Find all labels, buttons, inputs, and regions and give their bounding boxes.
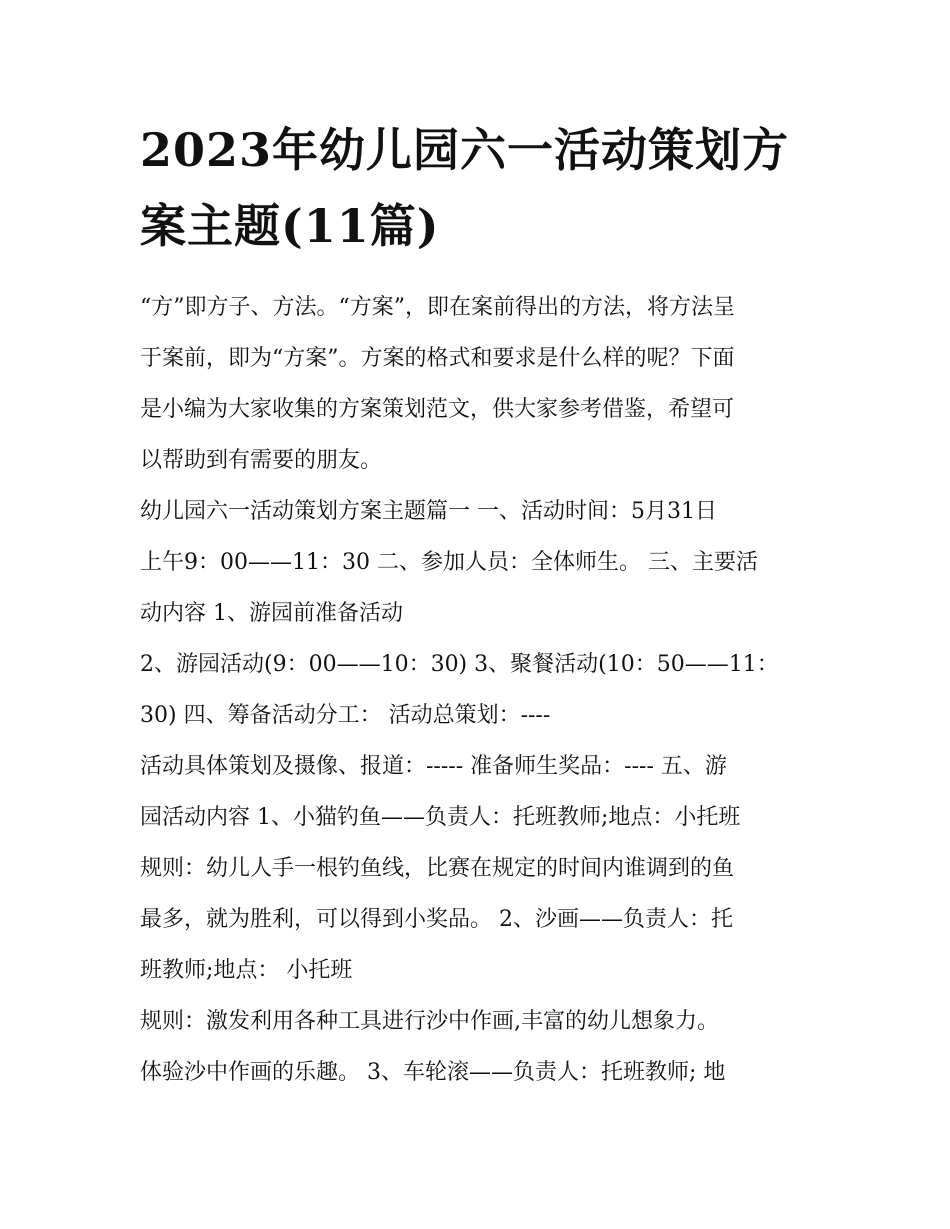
document-content — [140, 112, 812, 1098]
text-line: 规则：幼儿人手一根钓鱼线，比赛在规定的时间内谁调到的鱼 — [140, 856, 735, 881]
body-paragraph — [140, 639, 812, 741]
title-line: 2023年幼儿园六一活动策划方 — [140, 123, 790, 177]
text-line: 园活动内容 1、小猫钓鱼——负责人：托班教师;地点：小托班 — [140, 805, 741, 830]
intro-paragraph — [140, 282, 812, 486]
text-line: 30) 四、筹备活动分工： 活动总策划：---- — [140, 703, 551, 728]
document-title — [140, 112, 812, 264]
text-line: 是小编为大家收集的方案策划范文，供大家参考借鉴，希望可 — [140, 397, 735, 422]
text-line: 规则：激发利用各种工具进行沙中作画,丰富的幼儿想象力。 — [140, 1009, 719, 1034]
body-paragraph — [140, 741, 812, 996]
body-paragraph — [140, 486, 812, 639]
text-line: 最多，就为胜利，可以得到小奖品。 2、沙画——负责人：托 — [140, 907, 733, 932]
body-paragraph — [140, 996, 812, 1098]
text-line: 上午9：00——11：30 二、参加人员：全体师生。 三、主要活 — [140, 550, 758, 575]
text-line: 于案前，即为“方案”。方案的格式和要求是什么样的呢？下面 — [140, 346, 735, 371]
text-line: 班教师;地点： 小托班 — [140, 958, 353, 983]
text-line: 动内容 1、游园前准备活动 — [140, 601, 403, 626]
text-line: “方”即方子、方法。“方案”，即在案前得出的方法，将方法呈 — [140, 295, 735, 320]
text-line: 体验沙中作画的乐趣。 3、车轮滚——负责人：托班教师; 地 — [140, 1060, 726, 1085]
title-line: 案主题(11篇) — [140, 199, 440, 253]
text-line: 幼儿园六一活动策划方案主题篇一 一、活动时间：5月31日 — [140, 499, 717, 524]
text-line: 2、游园活动(9：00——10：30) 3、聚餐活动(10：50——11： — [140, 652, 779, 677]
text-line: 活动具体策划及摄像、报道：----- 准备师生奖品：---- 五、游 — [140, 754, 727, 779]
document-body — [140, 282, 812, 1098]
text-line: 以帮助到有需要的朋友。 — [140, 448, 383, 473]
